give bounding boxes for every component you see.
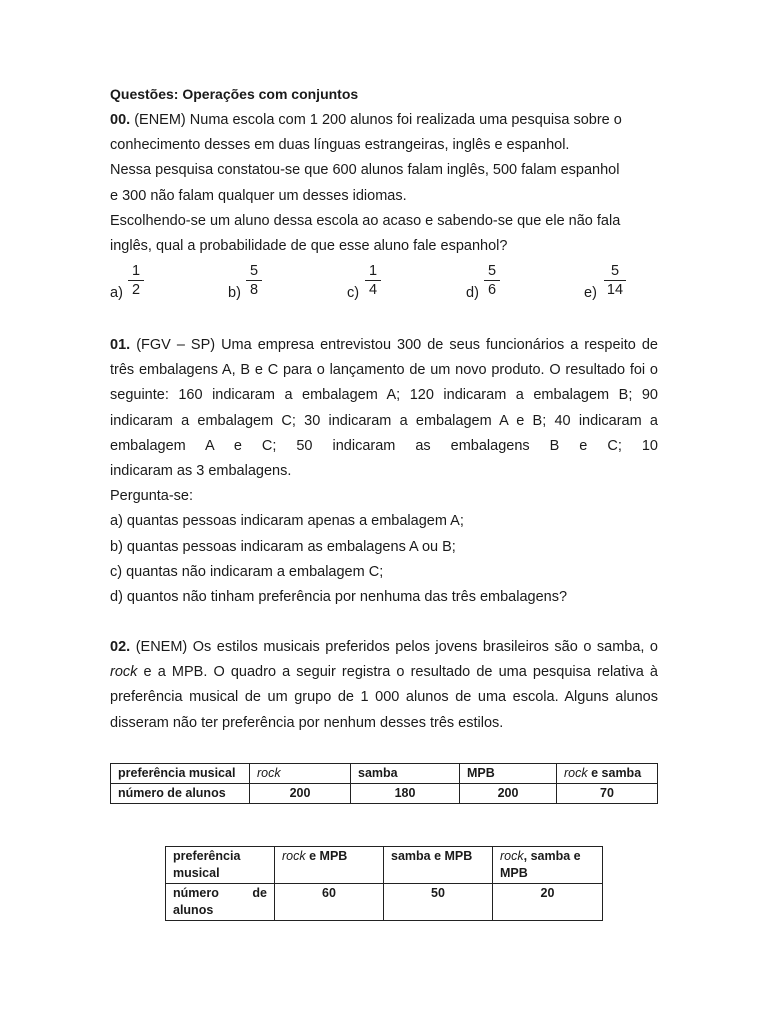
col-rock-samba: rock e samba <box>557 764 658 784</box>
col-rock: rock <box>250 764 351 784</box>
q01-item-c: c) quantas não indicaram a embalagem C; <box>110 563 384 580</box>
q02-number: 02. <box>110 639 131 655</box>
q01-ask: Pergunta-se: <box>110 488 194 505</box>
q00-choices: a) $\frac{1}{2}$ b) $\frac{5}{8}$ c) $\frac{1}{4}$ d) $\frac{5}{6}$ e) $\frac{5}{14}$ <box>0 262 768 306</box>
q01-item-d: d) quantos não tinham preferência por nenhuma das três embalagens? <box>110 589 568 606</box>
col-samba: samba <box>351 764 460 784</box>
value-rock: 200 <box>250 784 351 804</box>
row-label: preferência musical <box>111 764 250 784</box>
question-01 <box>110 333 658 610</box>
q00-line-5: Escolhendo-se um aluno dessa escola ao acaso e sabendo-se que ele não fala <box>110 212 621 229</box>
q00-line-3: Nessa pesquisa constatou-se que 600 alunos falam inglês, 500 falam espanhol <box>110 162 620 179</box>
q00-line-4: e 300 não falam qualquer um desses idiomas. <box>110 187 407 204</box>
page-title: Questões: Operações com conjuntos <box>110 86 359 102</box>
value-rock-samba: 70 <box>557 784 658 804</box>
col-samba-mpb: samba e MPB <box>384 847 493 884</box>
question-02: 02. (ENEM) Os estilos musicais preferidos pelos jovens brasileiros são o samba, o rock e a MPB. O quadro a seguir registra o resultado de uma pesquisa relativa à preferência musical de um grupo de 1 000 alunos de uma escola. Alguns alunos disseram não ter preferência por nenhum desses três estilos. <box>110 639 658 731</box>
fraction: $\frac{5}{6}$ <box>484 262 500 299</box>
value-all-three: 20 <box>493 884 603 921</box>
row-label: preferência musical <box>166 847 275 884</box>
question-00 <box>110 108 658 259</box>
row-label: número de alunos <box>166 884 275 921</box>
fraction: $\frac{1}{4}$ <box>365 262 381 299</box>
preference-table-2 <box>165 846 603 921</box>
q01-body: 01. (FGV – SP) Uma empresa entrevistou 300 de seus funcionários a respeito de três embalagens A, B e C para o lançamento de um novo produto. O resultado foi o seguinte: 160 indicaram a embalagem A; 120 indicaram a embalagem B; 90 indicaram a embalagem C; 30 indicaram a embalagem A e B; 40 indicaram a embalagem A e C; 50 indicaram as embalagens B e C; 10 <box>110 337 658 454</box>
q00-line-1: 00. (ENEM) Numa escola com 1 200 alunos foi realizada uma pesquisa sobre o <box>110 112 622 128</box>
fraction: $\frac{5}{8}$ <box>246 262 262 299</box>
q01-last-line: indicaram as 3 embalagens. <box>110 463 292 480</box>
q00-line-2: conhecimento desses em duas línguas estrangeiras, inglês e espanhol. <box>110 137 570 154</box>
col-mpb: MPB <box>460 764 557 784</box>
q00-number: 00. <box>110 112 131 128</box>
q01-item-b: b) quantas pessoas indicaram as embalagens A ou B; <box>110 538 456 555</box>
value-rock-mpb: 60 <box>275 884 384 921</box>
value-samba-mpb: 50 <box>384 884 493 921</box>
value-mpb: 200 <box>460 784 557 804</box>
q00-line-6: inglês, qual a probabilidade de que esse aluno fale espanhol? <box>110 238 508 255</box>
q01-number: 01. <box>110 337 131 353</box>
preference-table-1 <box>110 763 658 804</box>
fraction: $\frac{1}{2}$ <box>128 262 144 299</box>
col-all-three: rock, samba e MPB <box>493 847 603 884</box>
value-samba: 180 <box>351 784 460 804</box>
col-rock-mpb: rock e MPB <box>275 847 384 884</box>
q01-item-a: a) quantas pessoas indicaram apenas a embalagem A; <box>110 513 464 530</box>
fraction: $\frac{5}{14}$ <box>604 262 626 299</box>
row-label: número de alunos <box>111 784 250 804</box>
